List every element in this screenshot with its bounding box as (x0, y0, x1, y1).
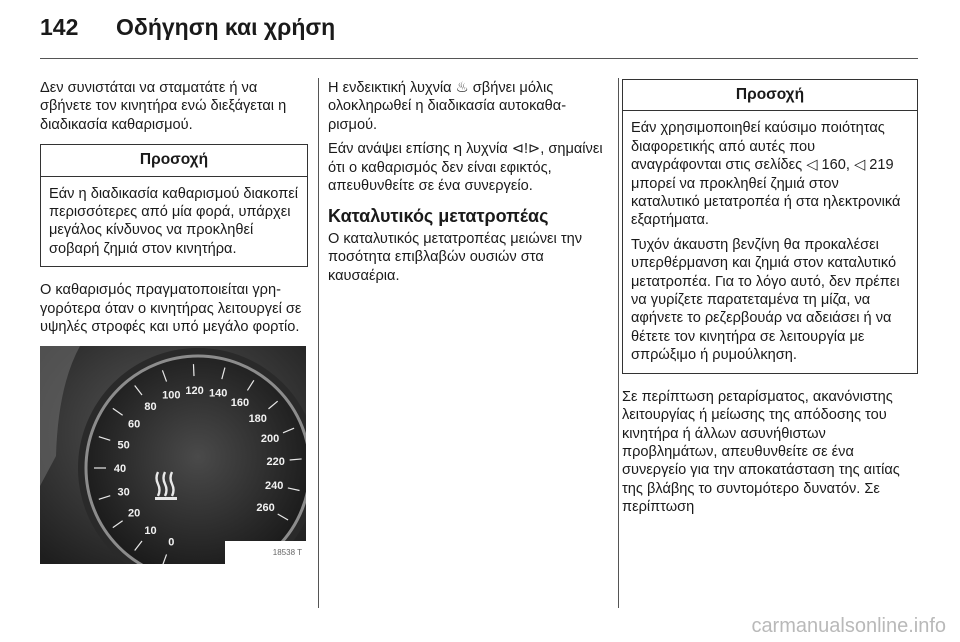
gauge-tick-label: 120 (185, 385, 204, 398)
caution-title-fuel: Προσοχή (623, 80, 917, 111)
speedometer-illustration (40, 346, 306, 564)
gauge-tick-label: 100 (162, 390, 181, 403)
gauge-tick-label: 40 (113, 463, 127, 476)
column-3 (622, 79, 918, 523)
caution-text: Εάν η διαδικασία καθαρισμού διακοπεί περισσότερες από μία φορά, υπάρχει μεγάλος κίνδυνος να προκληθεί σοβαρή ζημιά στον κινητήρα. (49, 185, 299, 257)
paragraph-misfire: Σε περίπτωση ρεταρίσματος, ακανόνιστης λειτουργίας ή μείωσης της απόδοσης του κινητήρα ή άλλων ασυνήθιστων προβλημάτων, απευθυνθείτε σε ένα συνεργείο για την αποκατάσταση της αιτίας της βλάβης το συντομότερο δυνατόν. Σε περίπτωση (622, 388, 900, 516)
paragraph-catalytic-converter: Ο καταλυτικός μετατροπέας μειώνει την ποσότητα επιβλαβών ουσιών στα καυσαέρια. (328, 230, 583, 284)
gauge-tick-label: 160 (230, 397, 250, 410)
gauge-tick-label: 80 (144, 401, 157, 414)
gauge-tick-label: 30 (117, 486, 130, 499)
speedometer-image (40, 346, 306, 564)
gauge-tick-label: 20 (127, 508, 141, 521)
page-title: Οδήγηση και χρήση (116, 14, 336, 40)
gauge-tick-label: 240 (264, 480, 284, 493)
gauge-tick-label: 260 (256, 502, 275, 515)
gauge-tick-label: 140 (209, 388, 228, 401)
column-2 (328, 79, 608, 291)
gauge-tick-label: 0 (168, 536, 175, 549)
column-divider-1 (318, 78, 319, 608)
caution-text-unburnt: Τυχόν άκαυστη βενζίνη θα προκαλέσει υπερθέρμανση και ζημιά στον καταλυτικό μετατροπέα. Για το λόγο αυτό, δεν πρέπει να γυρίζετε παρατεταμένα τη μίζα, να αφήνετε το ρεζερβουάρ να αδειάσει ή να θέτετε τον κινητήρα σε λειτουργία με σπρώξιμο ή ρυμούλκηση. (631, 236, 900, 364)
column-divider-2 (618, 78, 619, 608)
paragraph-warning-light: Εάν ανάψει επίσης η λυχνία ⊲!⊳, σημαίνει ότι ο καθαρισμός δεν είναι εφικτός, απευθυνθείτε σε ένα συνεργείο. (328, 141, 603, 195)
caution-body (41, 177, 307, 267)
caution-text-fuel: Εάν χρησιμοποιηθεί καύσιμο ποιότητας διαφορετικής από αυτές που αναγράφονται στις σελίδες ◁ 160, ◁ 219 μπορεί να προκληθεί ζημιά στον καταλυτικό μετατροπέα ή στα ηλεκτρονικά εξαρτήματα. (631, 120, 901, 229)
gauge-tick-label: 10 (144, 525, 157, 538)
image-code: 18538 T (272, 548, 302, 558)
gauge-tick (193, 365, 194, 377)
page-number: 142 (40, 14, 79, 40)
header-divider (40, 58, 918, 59)
caution-body-fuel (623, 111, 917, 372)
paragraph-stop-engine: Δεν συνιστάται να σταματάτε ή να σβήνετε τον κινητήρα ενώ διεξάγεται η διαδικασία καθαρισμού. (40, 80, 287, 133)
gauge-tick-label: 50 (117, 440, 130, 453)
column-1 (40, 79, 308, 564)
caution-box (40, 144, 308, 267)
gauge-tick-label: 220 (266, 456, 285, 469)
page-header (40, 14, 335, 46)
gauge-tick-label: 180 (248, 413, 267, 426)
caution-title: Προσοχή (41, 145, 307, 176)
caution-box-fuel (622, 79, 918, 374)
gauge-tick-label: 60 (127, 418, 141, 431)
paragraph-cleaning-speed: Ο καθαρισμός πραγματοποιείται γρηγορότερα όταν ο κινητήρας λειτουργεί σε υψηλές στροφές και υπό μεγάλο φορτίο. (40, 282, 302, 336)
watermark: carmanualsonline.info (751, 615, 946, 637)
paragraph-indicator-off: Η ενδεικτική λυχνία ♨ σβήνει μόλις ολοκληρωθεί η διαδικασία αυτοκαθαρισμού. (328, 80, 567, 133)
section-title-catalytic-converter: Καταλυτικός μετατροπέας (328, 206, 549, 227)
gauge-tick-label: 200 (260, 433, 280, 446)
